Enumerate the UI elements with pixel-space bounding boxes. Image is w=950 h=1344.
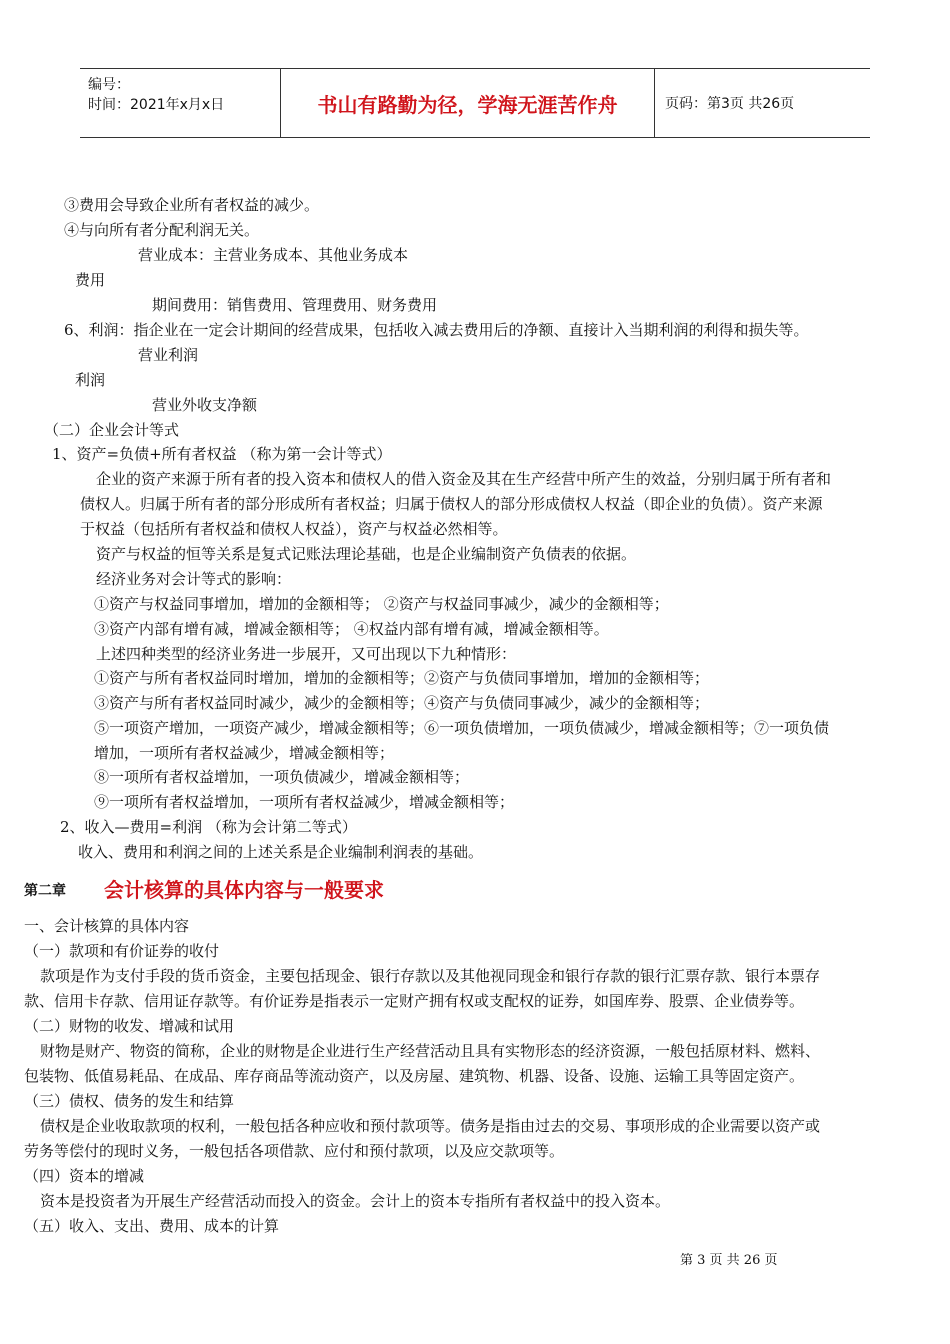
- text-line: ⑧一项所有者权益增加，一项负债减少，增减金额相等；: [94, 768, 470, 786]
- text-line: 资产与权益的恒等关系是复式记账法理论基础，也是企业编制资产负债表的依据。: [96, 545, 637, 563]
- text-line: 包装物、低值易耗品、在成品、库存商品等流动资产，以及房屋、建筑物、机器、设备、设施、运输工具等固定资产。: [24, 1067, 805, 1085]
- text-line: 增加，一项所有者权益减少，增减金额相等；: [94, 744, 395, 762]
- text-line: ⑤一项资产增加，一项资产减少，增减金额相等；⑥一项负债增加，一项负债减少，增减金额相等；⑦一项负债: [94, 719, 830, 737]
- text-line: 营业成本：主营业务成本、其他业务成本: [138, 246, 409, 264]
- text-line: 利润: [75, 371, 106, 389]
- text-line: ①资产与所有者权益同时增加，增加的金额相等；②资产与负债同事增加，增加的金额相等；: [94, 669, 710, 687]
- document-number-label: 编号：: [88, 77, 130, 93]
- chapter-label: 第二章: [24, 883, 66, 899]
- text-line: 债权人。归属于所有者的部分形成所有者权益；归属于债权人的部分形成债权人权益（即企业的负债）。资产来源: [80, 495, 823, 513]
- text-line: 2、收入—费用=利润 （称为会计第二等式）: [60, 818, 357, 836]
- text-line: 1、资产=负债+所有者权益 （称为第一会计等式）: [52, 445, 392, 463]
- subsection-heading: （一）款项和有价证券的收付: [24, 942, 220, 960]
- text-line: 期间费用：销售费用、管理费用、财务费用: [152, 296, 438, 314]
- text-line: 于权益（包括所有者权益和债权人权益），资产与权益必然相等。: [80, 520, 508, 538]
- text-line: 收入、费用和利润之间的上述关系是企业编制利润表的基础。: [78, 843, 484, 861]
- text-line: 劳务等偿付的现时义务，一般包括各项借款、应付和预付款项，以及应交款项等。: [24, 1142, 565, 1160]
- text-line: ③费用会导致企业所有者权益的减少。: [64, 196, 320, 214]
- text-line: 债权是企业收取款项的权利，一般包括各种应收和预付款项等。债务是指由过去的交易、事项形成的企业需要以资产或: [40, 1117, 821, 1135]
- text-line: 经济业务对会计等式的影响：: [96, 570, 292, 588]
- text-line: ⑨一项所有者权益增加，一项所有者权益减少，增减金额相等；: [94, 793, 515, 811]
- text-line: 财物是财产、物资的简称，企业的财物是企业进行生产经营活动且具有实物形态的经济资源，一般包括原材料、燃料、: [40, 1042, 821, 1060]
- section-heading: （二）企业会计等式: [44, 421, 180, 439]
- text-line: ④与向所有者分配利润无关。: [64, 221, 260, 239]
- text-line: ①资产与权益同事增加，增加的金额相等； ②资产与权益同事减少，减少的金额相等；: [94, 595, 669, 613]
- header-page-info: 页码：第3页 共26页: [665, 96, 795, 112]
- page-header: [80, 68, 870, 138]
- text-line: 费用: [75, 271, 106, 289]
- subsection-heading: （五）收入、支出、费用、成本的计算: [24, 1217, 280, 1235]
- header-motto: 书山有路勤为径，学海无涯苦作舟: [281, 69, 655, 137]
- document-date: 时间：2021年x月x日: [88, 97, 225, 113]
- text-line: 企业的资产来源于所有者的投入资本和债权人的借入资金及其在生产经营中所产生的效益，分别归属于所有者和: [96, 470, 832, 488]
- text-line: ③资产内部有增有减，增减金额相等； ④权益内部有增有减，增减金额相等。: [94, 620, 609, 638]
- text-line: 营业外收支净额: [152, 396, 258, 414]
- subsection-heading: （三）债权、债务的发生和结算: [24, 1092, 235, 1110]
- header-left-cell: [80, 69, 281, 137]
- text-line: 款项是作为支付手段的货币资金，主要包括现金、银行存款以及其他视同现金和银行存款的银行汇票存款、银行本票存: [40, 967, 821, 985]
- text-line: 营业利润: [138, 346, 199, 364]
- text-line: ③资产与所有者权益同时减少，减少的金额相等；④资产与负债同事减少，减少的金额相等；: [94, 694, 710, 712]
- subsection-heading: （二）财物的收发、增减和试用: [24, 1017, 235, 1035]
- subsection-heading: （四）资本的增减: [24, 1167, 145, 1185]
- chapter-title: 会计核算的具体内容与一般要求: [104, 878, 384, 902]
- text-line: 资本是投资者为开展生产经营活动而投入的资金。会计上的资本专指所有者权益中的投入资本。: [40, 1192, 671, 1210]
- text-line: 上述四种类型的经济业务进一步展开，又可出现以下九种情形：: [96, 645, 517, 663]
- text-line: 款、信用卡存款、信用证存款等。有价证券是指表示一定财产拥有权或支配权的证券，如国库券、股票、企业债券等。: [24, 992, 805, 1010]
- page-footer: 第 3 页 共 26 页: [680, 1253, 778, 1268]
- text-line: 6、利润：指企业在一定会计期间的经营成果，包括收入减去费用后的净额、直接计入当期利润的利得和损失等。: [64, 321, 809, 339]
- section-heading: 一、会计核算的具体内容: [24, 917, 190, 935]
